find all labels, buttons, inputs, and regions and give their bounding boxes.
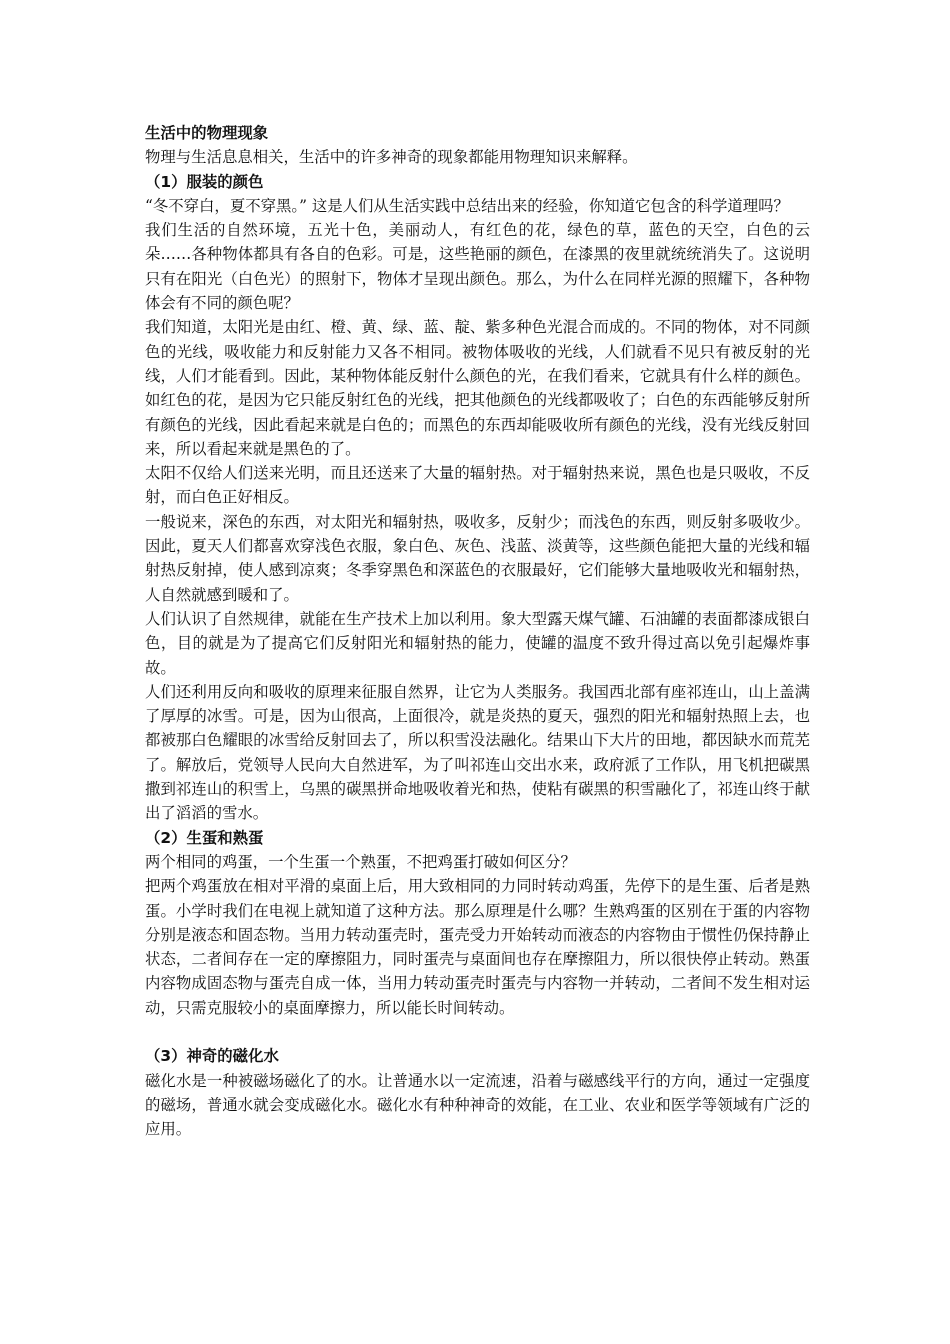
document-page xyxy=(145,121,810,1141)
paragraph: 两个相同的鸡蛋，一个生蛋一个熟蛋，不把鸡蛋打破如何区分？ xyxy=(145,852,576,871)
paragraph: 我们知道，太阳光是由红、橙、黄、绿、蓝、靛、紫多种色光混合而成的。不同的物体，对不同颜色的光线，吸收能力和反射能力又各不相同。被物体吸收的光线，人们就看不见只有被反射的光线，人们才能看到。因此，某种物体能反射什么颜色的光，在我们看来，它就具有什么样的颜色。如红色的花，是因为它只能反射红色的光线，把其他颜色的光线都吸收了；白色的东西能够反射所有颜色的光线，因此看起来就是白色的；而黑色的东西却能吸收所有颜色的光线，没有光线反射回来，所以看起来就是黑色的了。 xyxy=(145,318,810,458)
section-heading-clothing-color: （1）服装的颜色 xyxy=(145,172,264,191)
paragraph: 人们认识了自然规律，就能在生产技术上加以利用。象大型露天煤气罐、石油罐的表面都漆成银白色，目的就是为了提高它们反射阳光和辐射热的能力，使罐的温度不致升得过高以免引起爆炸事故。 xyxy=(145,609,810,677)
paragraph: 把两个鸡蛋放在相对平滑的桌面上后，用大致相同的力同时转动鸡蛋，先停下的是生蛋、后者是熟蛋。小学时我们在电视上就知道了这种方法。那么原理是什么哪？生熟鸡蛋的区别在于蛋的内容物分别是液态和固态物。当用力转动蛋壳时，蛋壳受力开始转动而液态的内容物由于惯性仍保持静止状态，二者间存在一定的摩擦阻力，同时蛋壳与桌面间也存在摩擦阻力，所以很快停止转动。熟蛋内容物成固态物与蛋壳自成一体，当用力转动蛋壳时蛋壳与内容物一并转动，二者间不发生相对运动，只需克服较小的桌面摩擦力，所以能长时间转动。 xyxy=(145,877,810,1017)
paragraph: 我们生活的自然环境，五光十色，美丽动人，有红色的花，绿色的草，蓝色的天空，白色的云朵……各种物体都具有各自的色彩。可是，这些艳丽的颜色，在漆黑的夜里就统统消失了。这说明只有在阳光（白色光）的照射下，物体才呈现出颜色。那么，为什么在同样光源的照耀下，各种物体会有不同的颜色呢？ xyxy=(145,221,810,313)
blank-line xyxy=(145,1020,810,1044)
paragraph: 磁化水是一种被磁场磁化了的水。让普通水以一定流速，沿着与磁感线平行的方向，通过一定强度的磁场，普通水就会变成磁化水。磁化水有种种神奇的效能，在工业、农业和医学等领域有广泛的应用。 xyxy=(145,1071,810,1139)
paragraph: “冬不穿白，夏不穿黑。” 这是人们从生活实践中总结出来的经验，你知道它包含的科学道理吗？ xyxy=(145,196,789,215)
paragraph: 一般说来，深色的东西，对太阳光和辐射热，吸收多，反射少；而浅色的东西，则反射多吸收少。因此，夏天人们都喜欢穿浅色衣服，象白色、灰色、浅蓝、淡黄等，这些颜色能把大量的光线和辐射热反射掉，使人感到凉爽；冬季穿黑色和深蓝色的衣服最好，它们能够大量地吸收光和辐射热，人自然就感到暖和了。 xyxy=(145,512,810,604)
intro-paragraph: 物理与生活息息相关，生活中的许多神奇的现象都能用物理知识来解释。 xyxy=(145,148,638,167)
paragraph: 人们还利用反向和吸收的原理来征服自然界，让它为人类服务。我国西北部有座祁连山，山上盖满了厚厚的冰雪。可是，因为山很高，上面很冷，就是炎热的夏天，强烈的阳光和辐射热照上去，也都被那白色耀眼的冰雪给反射回去了，所以积雪没法融化。结果山下大片的田地，都因缺水而荒芜了。解放后，党领导人民向大自然进军，为了叫祁连山交出水来，政府派了工作队，用飞机把碳黑撒到祁连山的积雪上，乌黑的碳黑拼命地吸收着光和热，使粘有碳黑的积雪融化了，祁连山终于献出了滔滔的雪水。 xyxy=(145,682,810,823)
paragraph: 太阳不仅给人们送来光明，而且还送来了大量的辐射热。对于辐射热来说，黑色也是只吸收，不反射，而白色正好相反。 xyxy=(145,464,810,507)
document-title: 生活中的物理现象 xyxy=(145,124,269,142)
section-heading-raw-cooked-egg: （2）生蛋和熟蛋 xyxy=(145,828,264,847)
section-heading-magnetized-water: （3）神奇的磁化水 xyxy=(145,1047,279,1066)
